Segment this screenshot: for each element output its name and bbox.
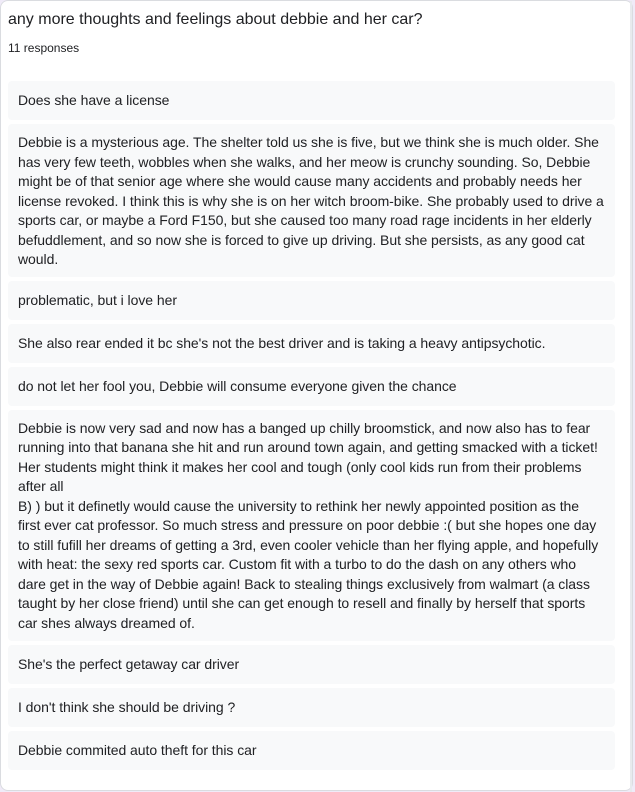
responses-list <box>8 81 615 774</box>
scrollbar[interactable] <box>630 1 632 792</box>
question-title: any more thoughts and feelings about debbie and her car? <box>8 11 423 28</box>
response-item: Debbie is now very sad and now has a banged up chilly broomstick, and now also has to fear running into that banana she hit and run around town again, and getting smacked with a ticket! Her students might think it makes her cool and tough (only cool kids run from their problems after all B) ) but it definetly would cause the university to rethink her newly appointed position as the first ever cat professor. So much stress and pressure on poor debbie :( but she hopes one day to still fufill her dreams of getting a 3rd, even cooler vehicle than her flying apple, and hopefully with heat: the sexy red sports car. Custom fit with a turbo to do the dash on any others who dare get in the way of Debbie again! Back to stealing things exclusively from walmart (a class taught by her close friend) until she can get enough to resell and finally by herself that sports car shes always dreamed of. <box>8 410 615 642</box>
response-item: problematic, but i love her <box>8 281 615 320</box>
response-count: 11 responses <box>8 41 80 55</box>
response-item: Debbie is a mysterious age. The shelter told us she is five, but we think she is much older. She has very few teeth, wobbles when she walks, and her meow is crunchy sounding. So, Debbie might be of that senior age where she would cause many accidents and probably needs her license revoked. I think this is why she is on her witch broom-bike. She probably used to drive a sports car, or maybe a Ford F150, but she caused too many road rage incidents in her elderly befuddlement, and so now she is forced to give up driving. But she persists, as any good cat would. <box>8 124 615 277</box>
response-item: I don't think she should be driving ? <box>8 688 615 727</box>
response-item: Debbie commited auto theft for this car <box>8 731 615 770</box>
response-item: She also rear ended it bc she's not the best driver and is taking a heavy antipsychotic. <box>8 324 615 363</box>
response-item: do not let her fool you, Debbie will consume everyone given the chance <box>8 367 615 406</box>
response-item: She's the perfect getaway car driver <box>8 645 615 684</box>
response-item: Does she have a license <box>8 81 615 120</box>
